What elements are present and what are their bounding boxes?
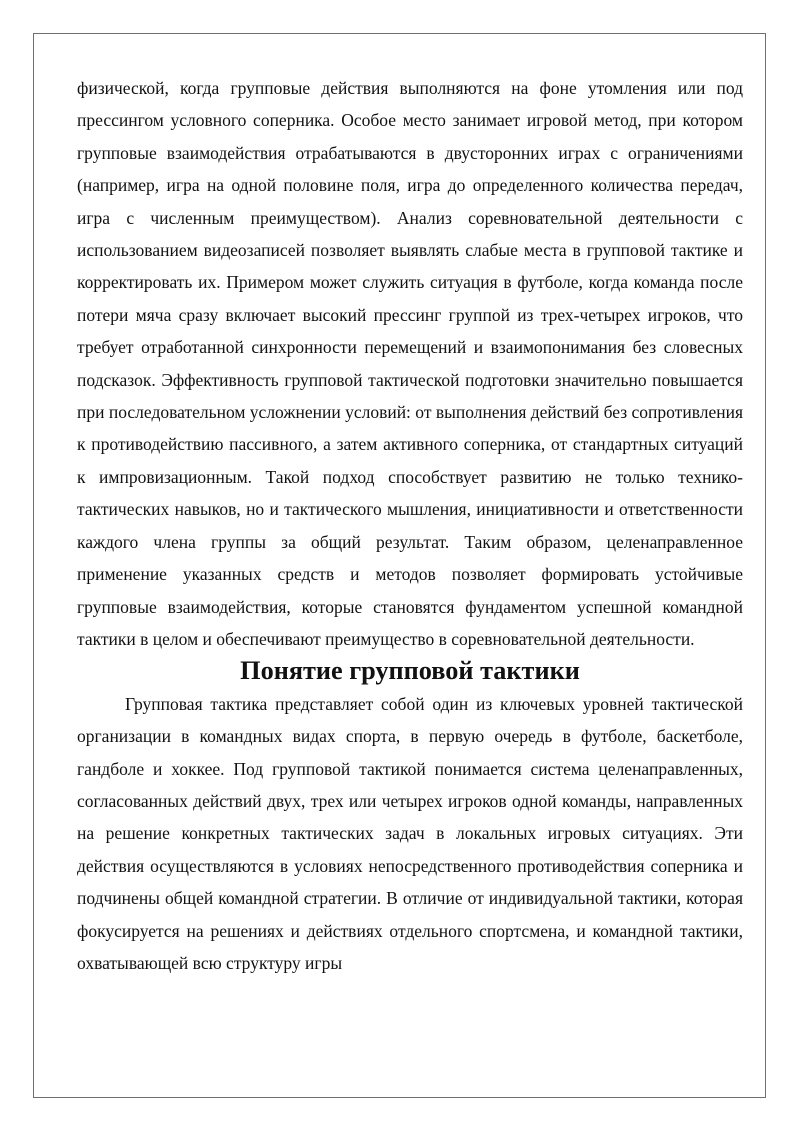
section-paragraph: Групповая тактика представляет собой один из ключевых уровней тактической организации в командных видах спорта, в первую очередь в футболе, баскетболе, гандболе и хоккее. Под групповой тактикой понимается система целенаправленных, согласованных действий двух, трех или четырех игроков одной команды, направленных на решение конкретных тактических задач в локальных игровых ситуациях. Эти действия осуществляются в условиях непосредственного противодействия соперника и подчинены общей командной стратегии. В отличие от индивидуальной тактики, которая фокусируется на решениях и действиях отдельного спортсмена, и командной тактики, охватывающей всю структуру игры — [77, 693, 743, 973]
section-heading: Понятие групповой тактики — [240, 656, 580, 686]
document-body — [77, 72, 743, 979]
continued-paragraph: физической, когда групповые действия выполняются на фоне утомления или под прессингом условного соперника. Особое место занимает игровой метод, при котором групповые взаимодействия отрабатываются в двусторонних играх с ограничениями (например, игра на одной половине поля, игра до определенного количества передач, игра с численным преимуществом). Анализ соревновательной деятельности с использованием видеозаписей позволяет выявлять слабые места в групповой тактике и корректировать их. Примером может служить ситуация в футболе, когда команда после потери мяча сразу включает высокий прессинг группой из трех-четырех игроков, что требует отработанной синхронности перемещений и взаимопонимания без словесных подсказок. Эффективность групповой тактической подготовки значительно повышается при последовательном усложнении условий: от выполнения действий без сопротивления к противодействию пассивного, а затем активного соперника, от стандартных ситуаций к импровизационным. Такой подход способствует развитию не только технико-тактических навыков, но и тактического мышления, инициативности и ответственности каждого члена группы за общий результат. Таким образом, целенаправленное применение указанных средств и методов позволяет формировать устойчивые групповые взаимодействия, которые становятся фундаментом успешной командной тактики в целом и обеспечивают преимущество в соревновательной деятельности. — [77, 78, 743, 649]
